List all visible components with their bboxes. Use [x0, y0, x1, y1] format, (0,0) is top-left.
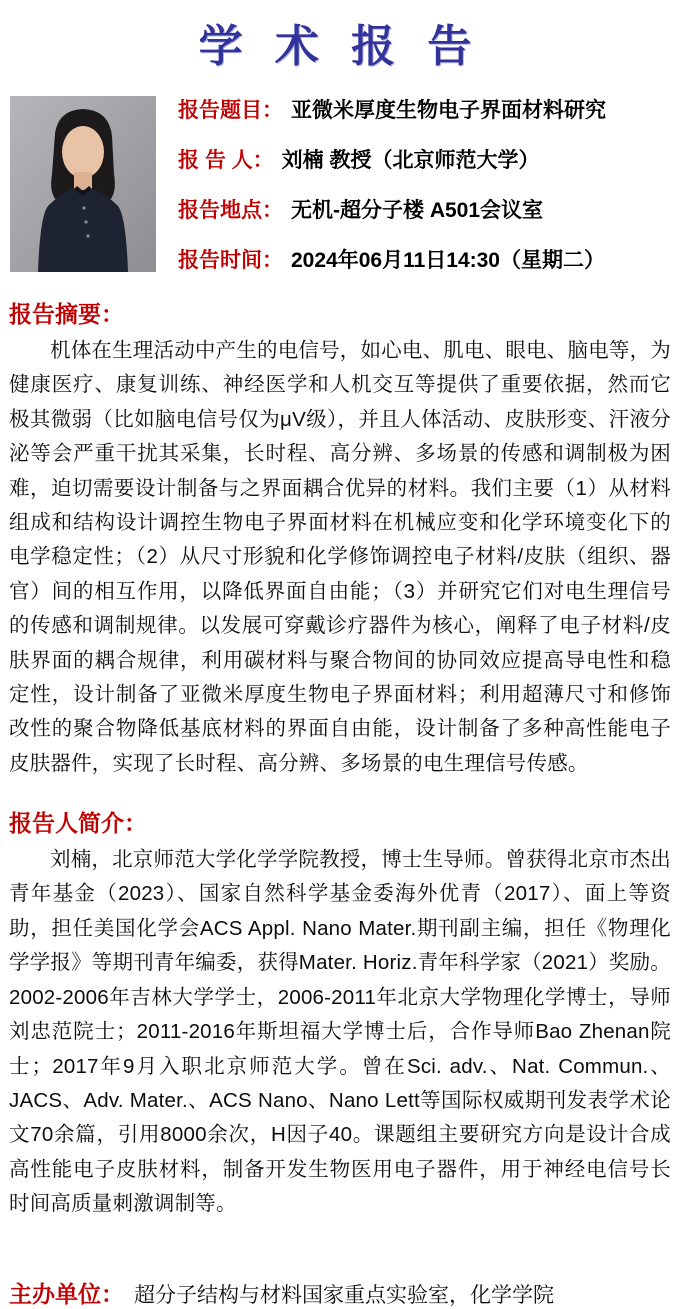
- bio-heading: 报告人简介：: [9, 810, 147, 837]
- abstract-body: 机体在生理活动中产生的电信号，如心电、肌电、眼电、脑电等，为健康医疗、康复训练、神经医学和人机交互等提供了重要依据，然而它极其微弱（比如脑电信号仅为μV级），并且人体活动、皮肤形变、汗液分泌等会严重干扰其采集，长时程、高分辨、多场景的传感和调制极为困难，迫切需要设计制备与之界面耦合优异的材料。我们主要（1）从材料组成和结构设计调控生物电子界面材料在机械应变和化学环境变化下的电学稳定性；（2）从尺寸形貌和化学修饰调控电子材料/皮肤（组织、器官）间的相互作用，以降低界面自由能；（3）并研究它们对电生理信号的传感和调制规律。以发展可穿戴诊疗器件为核心，阐释了电子材料/皮肤界面的耦合规律，利用碳材料与聚合物间的协同效应提高导电性和稳定性，设计制备了亚微米厚度生物电子界面材料；利用超薄尺寸和修饰改性的聚合物降低基底材料的界面自由能，设计制备了多种高性能电子皮肤器件，实现了长时程、高分辨、多场景的电生理信号传感。: [9, 338, 671, 775]
- time-value: 2024年06月11日14:30（星期二）: [291, 248, 605, 272]
- bio-section: [0, 809, 680, 1221]
- speaker-value: 刘楠 教授（北京师范大学）: [281, 148, 540, 172]
- organizer-value: 超分子结构与材料国家重点实验室，化学学院: [134, 1283, 554, 1307]
- abstract-heading: 报告摘要：: [9, 301, 124, 327]
- info-row-topic: [178, 98, 670, 124]
- location-value: 无机-超分子楼 A501会议室: [291, 198, 544, 222]
- time-label: 报告时间：: [178, 248, 283, 272]
- info-row-speaker: [178, 148, 670, 174]
- button-dot: [86, 234, 89, 237]
- speaker-photo: [10, 96, 156, 272]
- topic-label: 报告题目：: [178, 99, 283, 122]
- header-section: [0, 96, 680, 276]
- button-dot: [84, 220, 87, 223]
- face-shape: [62, 126, 104, 178]
- info-row-time: [178, 248, 670, 274]
- speaker-label: 报 告 人：: [178, 148, 274, 172]
- page-title: 学 术 报 告: [198, 22, 482, 71]
- abstract-section: [0, 300, 680, 781]
- organizer-row: [0, 1276, 680, 1309]
- button-dot: [82, 206, 85, 209]
- info-row-location: [178, 198, 670, 224]
- location-label: 报告地点：: [178, 198, 283, 222]
- bio-body: 刘楠，北京师范大学化学学院教授，博士生导师。曾获得北京市杰出青年基金（2023）、国家自然科学基金委海外优青（2017）、面上等资助，担任美国化学会ACS Appl. Nano Mater.期刊副主编，担任《物理化学学报》等期刊青年编委，获得Mater. Horiz.青年科学家（2021）奖励。2002-2006年吉林大学学士，2006-2011年北京大学物理化学博士，导师刘忠范院士；2011-2016年斯坦福大学博士后，合作导师Bao Zhenan院士；2017年9月入职北京师范大学。曾在Sci. adv.、Nat. Commun.、JACS、Adv. Mater.、ACS Nano、Nano Lett等国际权威期刊发表学术论文70余篇，引用8000余次，H因子40。课题组主要研究方向是设计合成高性能电子皮肤材料，制备开发生物医用电子器件，用于神经电信号长时间高质量刺激调制等。: [9, 848, 671, 1216]
- organizer-label: 主办单位：: [9, 1280, 124, 1307]
- talk-info: [178, 96, 670, 276]
- topic-value: 亚微米厚度生物电子界面材料研究: [291, 99, 606, 122]
